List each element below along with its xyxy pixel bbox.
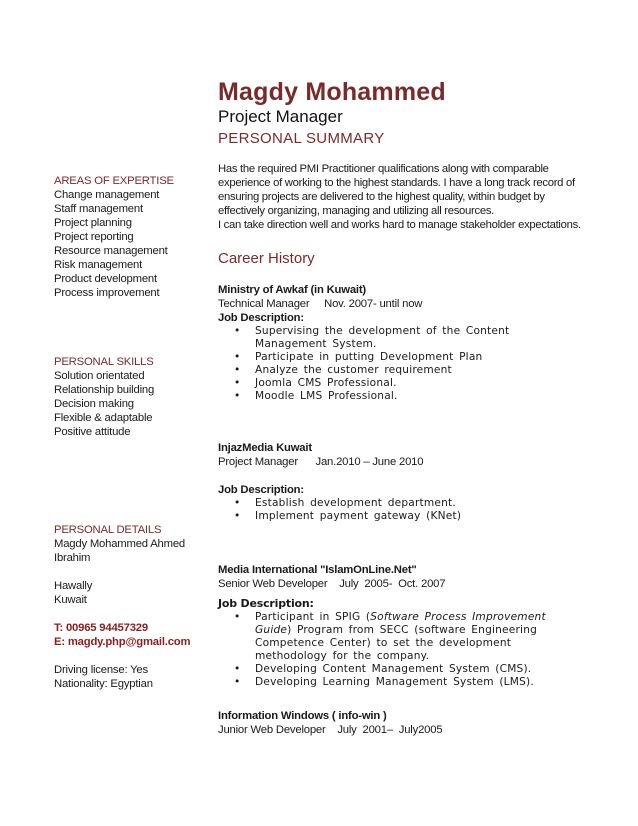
details-section [54, 523, 190, 691]
job-bullet: • Joomla CMS Professional. [218, 377, 565, 390]
expertise-heading: AREAS OF EXPERTISE [54, 175, 174, 187]
career-heading: Career History [218, 250, 315, 267]
job-bullet: • Implement payment gateway (KNet) [218, 510, 565, 523]
job-description-label: Job Description: [218, 597, 314, 610]
expertise-section [54, 174, 174, 300]
bullet-text: Participant in SPIG ( [255, 611, 371, 623]
skill-item: Positive attitude [54, 426, 131, 438]
summary-line: I can take direction well and works hard to manage stakeholder expectations. [218, 219, 581, 231]
job-bullet: • Establish development department. [218, 497, 565, 510]
job-org: InjazMedia Kuwait [218, 442, 312, 454]
job-role: Senior Web Developer July 2005- Oct. 2007 [218, 578, 446, 590]
job-bullet: • Developing Learning Management System (LMS). [218, 676, 565, 689]
nationality: Nationality: Egyptian [54, 678, 153, 690]
bullet-text: ) Program from SECC (software Engineering Competence Center) to set the development methodology for the company. [255, 624, 538, 662]
expertise-item: Process improvement [54, 287, 160, 299]
details-heading: PERSONAL DETAILS [54, 524, 162, 536]
summary-line: Has the required PMI Practitioner qualifications along with comparable [218, 163, 549, 175]
job-role: Technical Manager Nov. 2007- until now [218, 298, 423, 310]
full-name-line: Magdy Mohammed Ahmed [54, 538, 185, 550]
job-title: Project Manager [218, 107, 343, 126]
skill-item: Relationship building [54, 384, 155, 396]
expertise-item: Project planning [54, 217, 132, 229]
job-description-label: Job Description: [218, 484, 304, 496]
skill-item: Decision making [54, 398, 134, 410]
job-entry [218, 283, 565, 403]
job-org: Media International "IslamOnLine.Net" [218, 564, 417, 576]
summary-line: effectively organizing, managing and utilizing all resources. [218, 205, 495, 217]
expertise-item: Resource management [54, 245, 168, 257]
skill-item: Solution orientated [54, 370, 145, 382]
city: Hawally [54, 580, 93, 592]
expertise-item: Change management [54, 189, 160, 201]
skills-section [54, 355, 154, 439]
job-bullet: • Supervising the development of the Content Management System. [218, 325, 565, 351]
job-bullet: • Analyze the customer requirement [218, 364, 565, 377]
expertise-item: Staff management [54, 203, 143, 215]
job-bullets [218, 325, 565, 403]
country: Kuwait [54, 594, 87, 606]
job-bullet [218, 611, 565, 663]
job-bullet: • Participate in putting Development Plan [218, 351, 565, 364]
bullet-italic: Software Process Improvement Guide [255, 611, 546, 636]
job-entry [218, 441, 565, 523]
summary-line: experience of working to the highest standards. I have a long track record of [218, 177, 575, 189]
job-org: Information Windows ( info-win ) [218, 710, 387, 722]
phone: T: 00965 94457329 [54, 622, 148, 634]
job-bullets [218, 497, 565, 523]
email[interactable]: E: magdy.php@gmail.com [54, 636, 191, 648]
job-entry [218, 709, 442, 737]
driving-license: Driving license: Yes [54, 664, 148, 676]
summary-heading: PERSONAL SUMMARY [218, 130, 385, 147]
job-role: Project Manager Jan.2010 – June 2010 [218, 456, 424, 468]
summary-line: ensuring projects are delivered to the highest quality, within budget by [218, 191, 545, 203]
expertise-item: Product development [54, 273, 157, 285]
job-bullets [218, 611, 565, 689]
job-bullet: • Developing Content Management System (CMS). [218, 663, 565, 676]
job-description-label: Job Description: [218, 312, 304, 324]
summary-text [218, 162, 588, 232]
expertise-item: Project reporting [54, 231, 134, 243]
job-entry [218, 563, 565, 689]
job-role: Junior Web Developer July 2001– July2005 [218, 724, 443, 736]
skills-heading: PERSONAL SKILLS [54, 356, 154, 368]
job-bullet: • Moodle LMS Professional. [218, 390, 565, 403]
expertise-item: Risk management [54, 259, 143, 271]
candidate-name: Magdy Mohammed [218, 78, 446, 106]
job-org: Ministry of Awkaf (in Kuwait) [218, 284, 366, 296]
full-name-line: Ibrahim [54, 552, 91, 564]
skill-item: Flexible & adaptable [54, 412, 153, 424]
